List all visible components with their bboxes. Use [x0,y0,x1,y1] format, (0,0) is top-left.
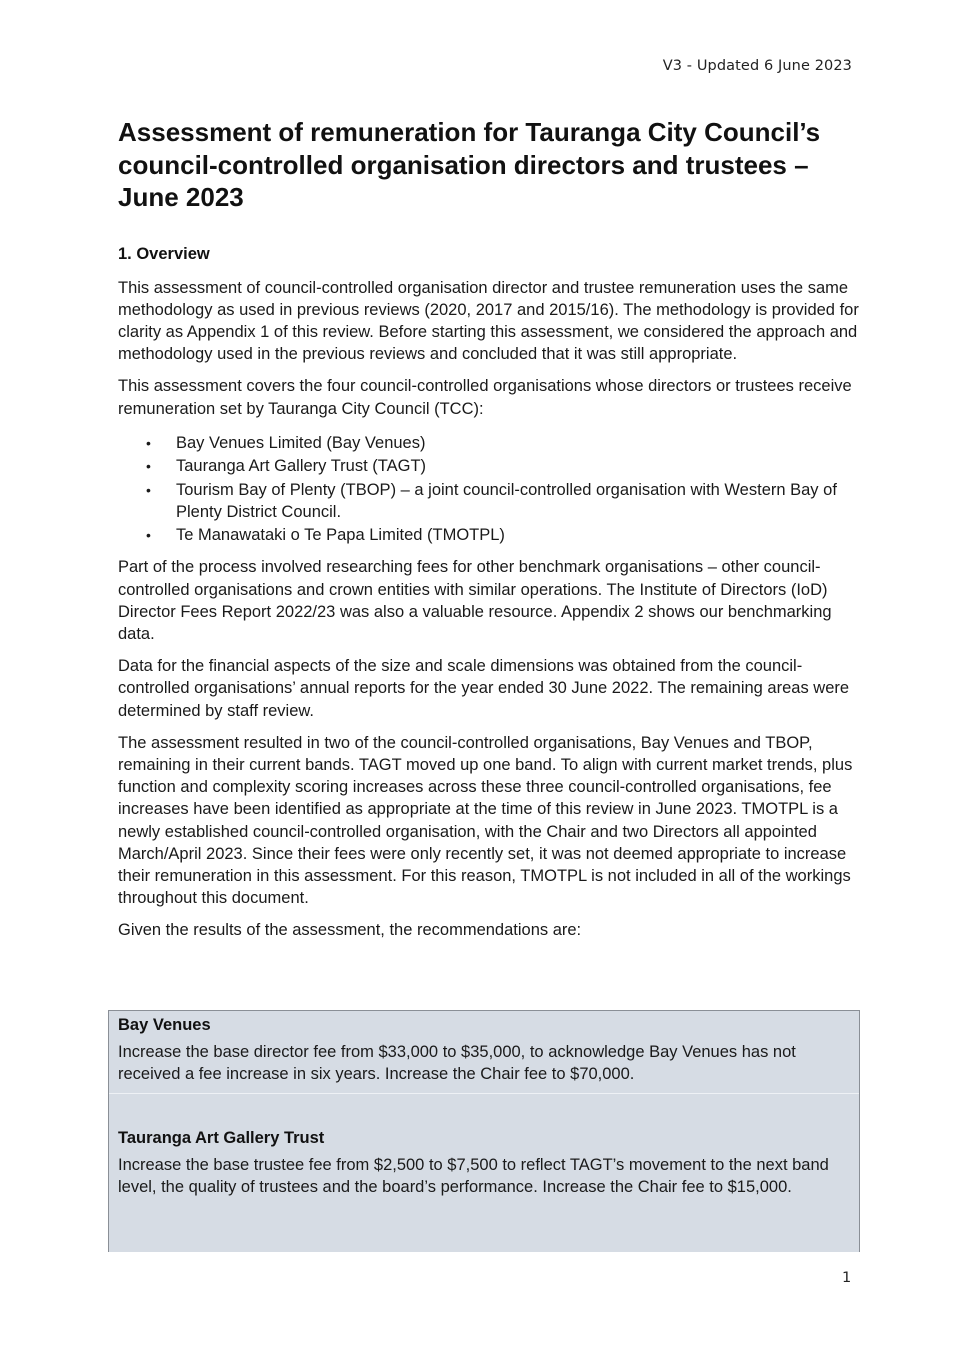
bullet-icon: • [146,527,151,544]
recommendation-heading: Bay Venues [118,1016,211,1034]
version-label: V3 - Updated 6 June 2023 [662,58,852,74]
bullet-icon: • [146,481,151,498]
bullet-icon: • [146,458,151,475]
list-item: • Tourism Bay of Plenty (TBOP) – a joint council-controlled organisation with Western Bay of Plenty District Council. [146,480,837,521]
document-body [118,116,860,942]
overview-paragraph-1: This assessment of council-controlled organisation director and trustee remuneration uses the same methodology as used in previous reviews (2020, 2017 and 2015/16). The methodology is provided for clarity as Appendix 1 of this review. Before starting this assessment, we considered the approach and methodology used in the previous reviews and concluded that it was still appropriate. [118,278,859,364]
recommendation-text: Increase the base director fee from $33,000 to $35,000, to acknowledge Bay Venues has not received a fee increase in six years. Increase the Chair fee to $70,000. [118,1043,796,1084]
overview-paragraph-3: Part of the process involved researching fees for other benchmark organisations – other council-controlled organisations and crown entities with similar operations. The Institute of Directors (IoD) Director Fees Report 2022/23 was also a valuable resource. Appendix 2 shows our benchmarking data. [118,558,832,643]
recommendation-bay-venues [118,1014,849,1085]
cco-list [118,432,860,547]
overview-paragraph-2: This assessment covers the four council-controlled organisations whose directors or trustees receive remuneration set by Tauranga City Council (TCC): [118,377,852,418]
recommendation-text: Increase the base trustee fee from $2,500 to $7,500 to reflect TAGT’s movement to the next band level, the quality of trustees and the board’s performance. Increase the Chair fee to $15,000. [118,1156,829,1197]
bullet-icon: • [146,434,151,451]
recommendations-table [108,1010,860,1252]
overview-paragraph-4: Data for the financial aspects of the size and scale dimensions was obtained from the council-controlled organisations’ annual reports for the year ended 30 June 2022. The remaining areas were determined by staff review. [118,657,850,720]
overview-paragraph-5: The assessment resulted in two of the council-controlled organisations, Bay Venues and TBOP, remaining in their current bands. TAGT moved up one band. To align with current market trends, plus function and complexity scoring increases across these three council-controlled organisations, fee increases have been identified as appropriate at the time of this review in June 2023. TMOTPL is a newly established council-controlled organisation, with the Chair and two Directors all appointed March/April 2023. Since their fees were only recently set, it was not deemed appropriate to increase their remuneration in this assessment. For this reason, TMOTPL is not included in all of the workings throughout this document. [118,733,853,908]
list-item: • Te Manawataki o Te Papa Limited (TMOTPL) [176,524,860,546]
section-heading-overview: 1. Overview [118,244,210,263]
list-item: • Tauranga Art Gallery Trust (TAGT) [176,455,860,477]
page-number: 1 [842,1270,852,1286]
list-item: • Bay Venues Limited (Bay Venues) [176,432,860,454]
overview-paragraph-6: Given the results of the assessment, the recommendations are: [118,921,582,940]
recommendation-heading: Tauranga Art Gallery Trust [118,1129,325,1147]
recommendation-tagt [118,1127,849,1198]
document-title: Assessment of remuneration for Tauranga City Council’s council-controlled organisation directors and trustees – June 2023 [118,117,821,212]
